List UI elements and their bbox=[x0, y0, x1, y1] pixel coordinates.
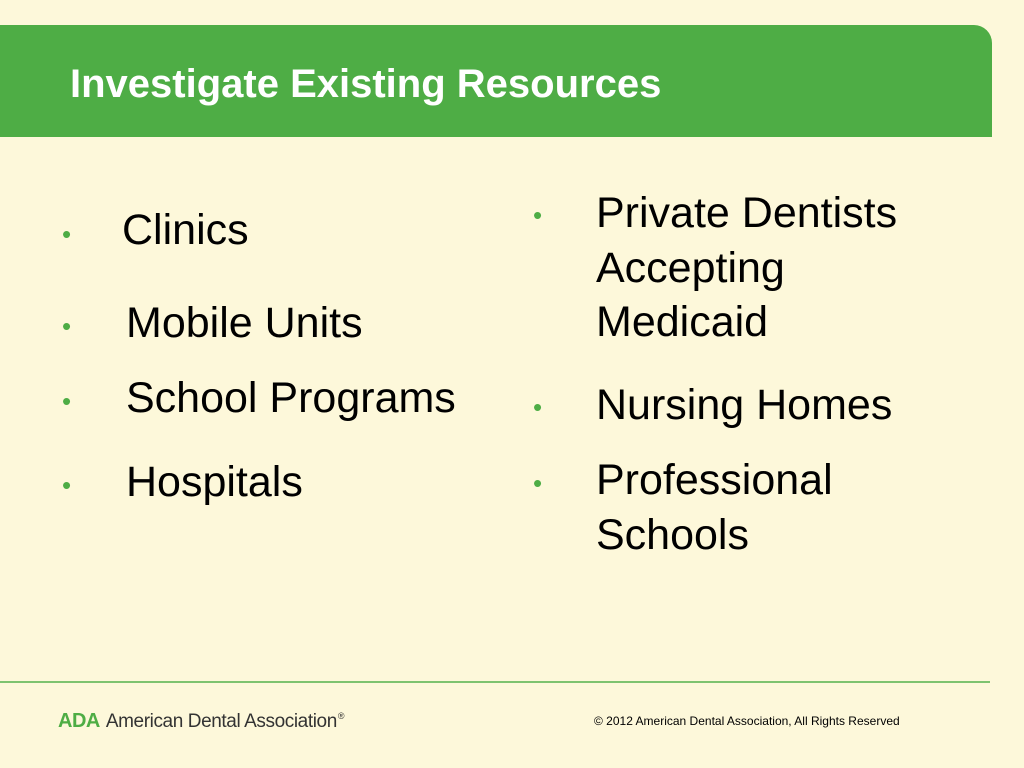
list-item-clinics: Clinics bbox=[122, 206, 249, 254]
registered-mark: ® bbox=[337, 711, 345, 721]
logo-name: American Dental Association bbox=[105, 711, 337, 732]
list-item-nursing-homes: Nursing Homes bbox=[596, 381, 893, 429]
list-item-private-dentists-line-2: Accepting bbox=[596, 244, 785, 292]
copyright-notice: © 2012 American Dental Association, All Rights Reserved bbox=[594, 714, 900, 728]
ada-logo bbox=[58, 710, 345, 736]
list-item-hospitals: Hospitals bbox=[126, 458, 303, 506]
bullet-icon: • bbox=[62, 386, 72, 416]
bullet-icon: • bbox=[62, 470, 72, 500]
bullet-icon: • bbox=[533, 200, 543, 230]
list-item-private-dentists-line-1: Private Dentists bbox=[596, 189, 898, 237]
logo-mark: ADA bbox=[58, 710, 100, 732]
bullet-icon: • bbox=[533, 468, 543, 498]
list-item-professional-schools-line-1: Professional bbox=[596, 456, 833, 504]
list-item-mobile-units: Mobile Units bbox=[126, 299, 363, 347]
slide-title: Investigate Existing Resources bbox=[70, 62, 662, 106]
list-item-professional-schools-line-2: Schools bbox=[596, 511, 749, 559]
bullet-icon: • bbox=[62, 219, 72, 249]
list-item-private-dentists-line-3: Medicaid bbox=[596, 298, 769, 346]
bullet-icon: • bbox=[533, 392, 543, 422]
footer-divider bbox=[0, 681, 990, 683]
list-item-school-programs: School Programs bbox=[126, 374, 456, 422]
bullet-icon: • bbox=[62, 311, 72, 341]
